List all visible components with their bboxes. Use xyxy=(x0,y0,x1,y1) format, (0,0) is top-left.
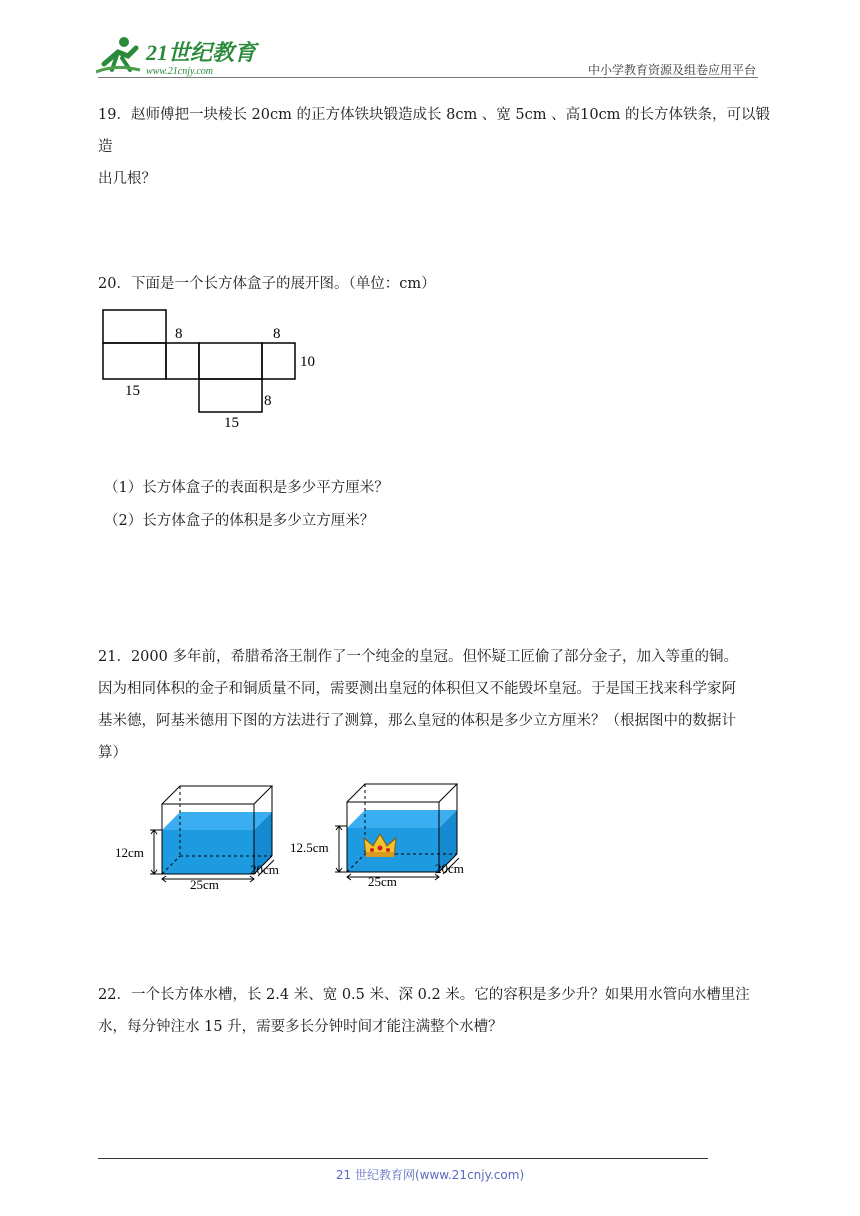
tank-1-length-label: 25cm xyxy=(190,877,219,892)
question-21-line-2: 因为相同体积的金子和铜质量不同，需要测出皇冠的体积但又不能毁坏皇冠。于是国王找来科学家阿 xyxy=(98,681,736,697)
question-22-line-2: 水，每分钟注水 15 升，需要多长分钟时间才能注满整个水槽？ xyxy=(98,1019,503,1035)
question-22 xyxy=(98,979,778,1043)
tank-2-length-label: 25cm xyxy=(368,874,397,889)
question-19-line-1: 19．赵师傅把一块棱长 20cm 的正方体铁块锻造成长 8cm 、宽 5cm 、高10cm 的长方体铁条，可以锻造 xyxy=(98,107,771,155)
net-front-face xyxy=(103,343,166,379)
net-label-15b: 15 xyxy=(224,415,239,431)
question-20-part-1: （1）长方体盒子的表面积是多少平方厘米？ xyxy=(104,480,389,496)
box-net-diagram xyxy=(98,305,338,435)
question-21-line-4: 算） xyxy=(98,745,127,761)
tank-2-height-label: 12.5cm xyxy=(290,840,329,855)
header-divider xyxy=(98,77,758,78)
net-label-8a: 8 xyxy=(175,326,183,342)
question-20-stem: 20．下面是一个长方体盒子的展开图。（单位：cm） xyxy=(98,276,436,292)
tank-1-width-label: 20cm xyxy=(250,862,279,877)
net-right-face xyxy=(262,343,295,379)
question-20-part-2: （2）长方体盒子的体积是多少立方厘米？ xyxy=(104,513,375,529)
net-bottom-face xyxy=(199,379,262,412)
tank-1-height-label: 12cm xyxy=(115,845,144,860)
net-top-face xyxy=(103,310,166,343)
site-logo xyxy=(96,34,266,78)
net-label-8c: 8 xyxy=(264,393,272,409)
logo-text: 21世纪教育 xyxy=(146,40,257,65)
net-label-8b: 8 xyxy=(273,326,281,342)
net-label-15a: 15 xyxy=(125,383,140,399)
question-21-line-3: 基米德，阿基米德用下图的方法进行了测算，那么皇冠的体积是多少立方厘米？（根据图中的数据计 xyxy=(98,713,736,729)
question-19-line-2: 出几根？ xyxy=(98,171,156,187)
net-side-face xyxy=(166,343,199,379)
question-22-line-1: 22．一个长方体水槽，长 2.4 米、宽 0.5 米、深 0.2 米。它的容积是多少升？如果用水管向水槽里注 xyxy=(98,987,750,1003)
question-21 xyxy=(98,641,778,769)
platform-title: 中小学教育资源及组卷应用平台 xyxy=(587,63,756,77)
footer-divider xyxy=(98,1158,708,1159)
net-label-10: 10 xyxy=(300,354,315,370)
logo-url: www.21cnjy.com xyxy=(146,66,214,77)
footer-text: 21 世纪教育网(www.21cnjy.com) xyxy=(335,1168,525,1182)
tank-1 xyxy=(115,786,279,892)
tank-2 xyxy=(290,784,464,889)
tank-diagrams xyxy=(110,782,480,892)
runner-icon xyxy=(96,37,140,72)
tank-2-width-label: 20cm xyxy=(435,861,464,876)
net-back-face xyxy=(199,343,262,379)
question-19 xyxy=(98,99,778,195)
question-21-line-1: 21．2000 多年前，希腊希洛王制作了一个纯金的皇冠。但怀疑工匠偷了部分金子，加入等重的铜。 xyxy=(98,649,738,665)
